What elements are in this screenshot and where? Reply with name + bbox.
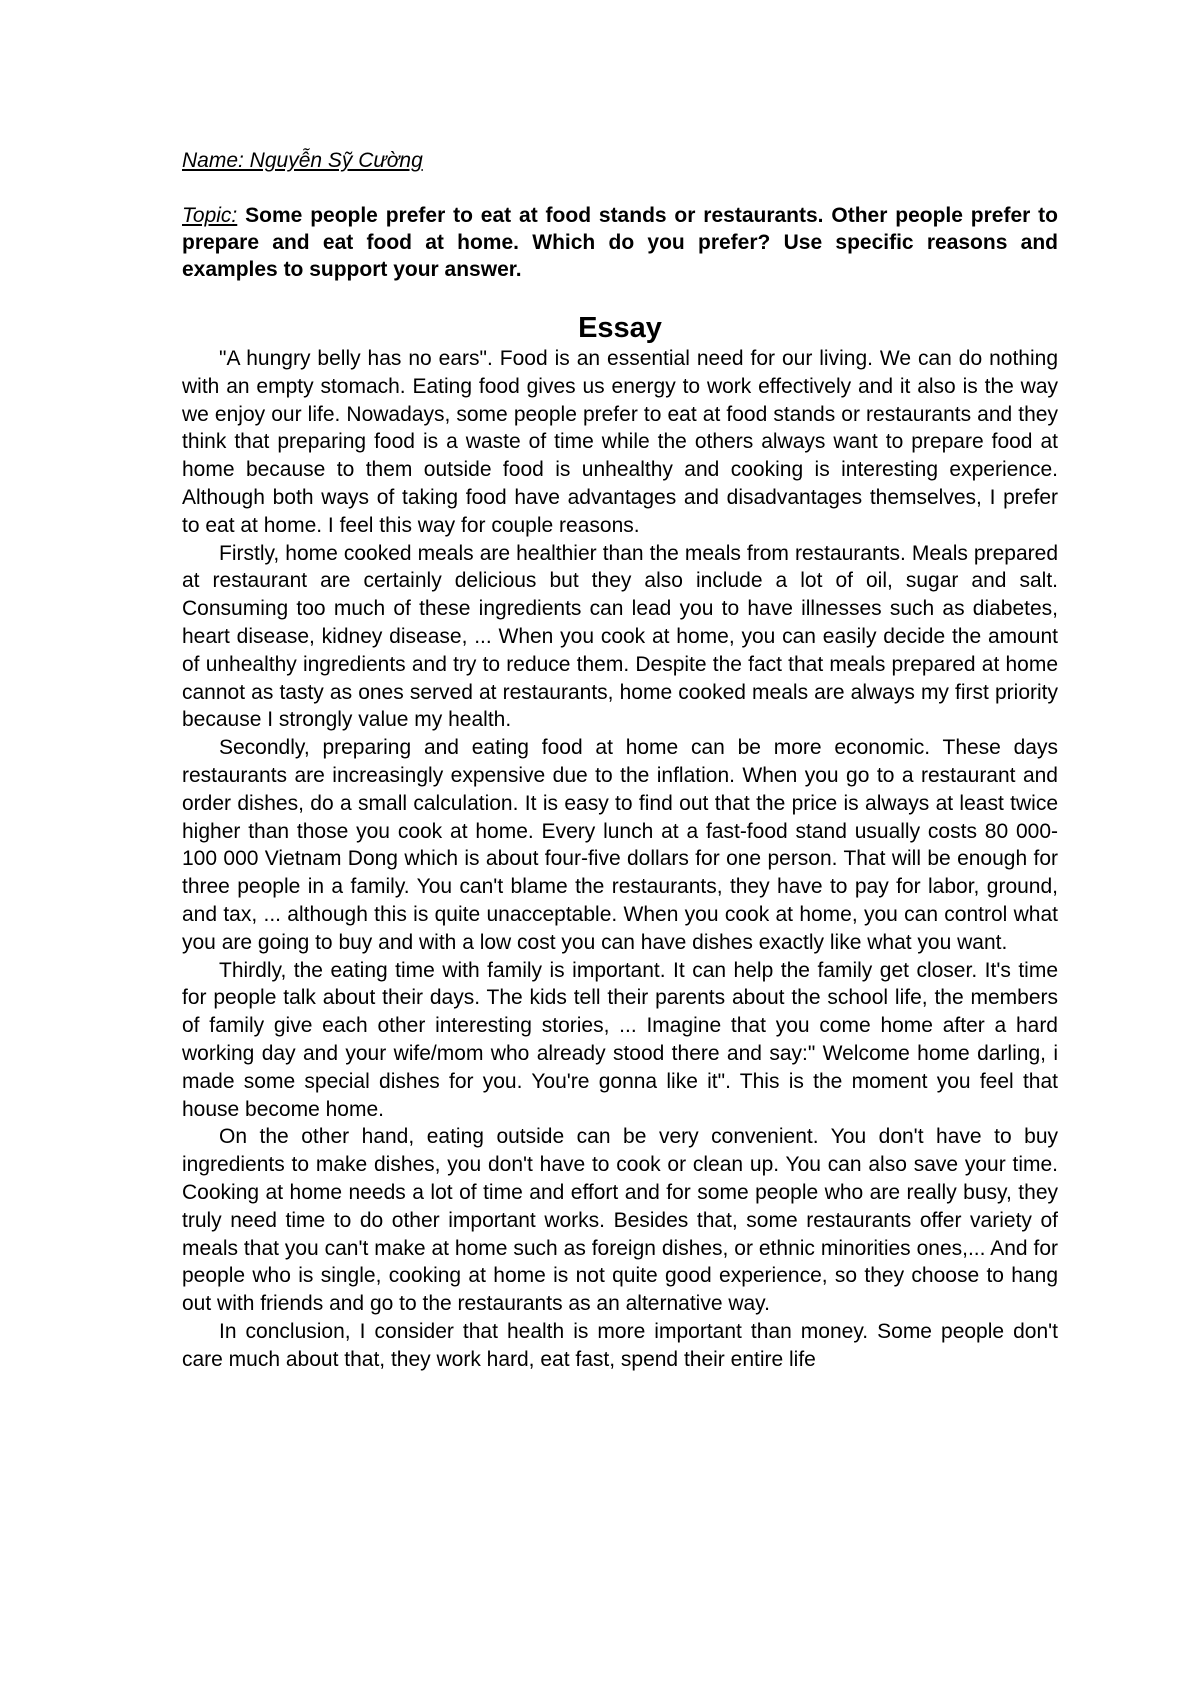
essay-title: Essay [578, 312, 662, 344]
essay-paragraph: Secondly, preparing and eating food at home can be more economic. These days restaurants are increasingly expensive due to the inflation. When you go to a restaurant and order dishes, do a small calculation. It is easy to find out that the price is always at least twice higher than those you cook at home. Every lunch at a fast-food stand usually costs 80 000-100 000 Vietnam Dong which is about four-five dollars for one person. That will be enough for three people in a family. You can't blame the restaurants, they have to pay for labor, ground, and tax, ... although this is quite unacceptable. When you cook at home, you can control what you are going to buy and with a low cost you can have dishes exactly like what you want. [182, 736, 1058, 954]
essay-paragraph: Firstly, home cooked meals are healthier than the meals from restaurants. Meals prepared at restaurant are certainly delicious but they also include a lot of oil, sugar and salt. Consuming too much of these ingredients can lead you to have illnesses such as diabetes, heart disease, kidney disease, ... When you cook at home, you can easily decide the amount of unhealthy ingredients and try to reduce them. Despite the fact that meals prepared at home cannot as tasty as ones served at restaurants, home cooked meals are always my first priority because I strongly value my health. [182, 541, 1058, 732]
essay-paragraph: "A hungry belly has no ears". Food is an essential need for our living. We can do nothing with an empty stomach. Eating food gives us energy to work effectively and it also is the way we enjoy our life. Nowadays, some people prefer to eat at food stands or restaurants and they think that preparing food is a waste of time while the others always want to prepare food at home because to them outside food is unhealthy and cooking is interesting experience. Although both ways of taking food have advantages and disadvantages themselves, I prefer to eat at home. I feel this way for couple reasons. [182, 347, 1058, 537]
author-name: Name: Nguyễn Sỹ Cường [182, 149, 423, 172]
topic [182, 202, 1058, 283]
essay-paragraph: In conclusion, I consider that health is more important than money. Some people don't care much about that, they work hard, eat fast, spend their entire life [182, 1319, 1058, 1371]
topic-text: Some people prefer to eat at food stands or restaurants. Other people prefer to prepare and eat food at home. Which do you prefer? Use specific reasons and examples to support your answer. [182, 204, 1058, 281]
essay-body [182, 345, 1058, 1373]
document-page [182, 148, 1058, 1373]
essay-paragraph: On the other hand, eating outside can be very convenient. You don't have to buy ingredients to make dishes, you don't have to cook or clean up. You can also save your time. Cooking at home needs a lot of time and effort and for some people who are really busy, they truly need time to do other important works. Besides that, some restaurants offer variety of meals that you can't make at home such as foreign dishes, or ethnic minorities ones,... And for people who is single, cooking at home is not quite good experience, so they choose to hang out with friends and go to the restaurants as an alternative way. [182, 1125, 1058, 1316]
topic-label: Topic: [182, 204, 238, 227]
essay-paragraph: Thirdly, the eating time with family is important. It can help the family get closer. It's time for people talk about their days. The kids tell their parents about the school life, the members of family give each other interesting stories, ... Imagine that you come home after a hard working day and your wife/mom who already stood there and say:" Welcome home darling, i made some special dishes for you. You're gonna like it". This is the moment you feel that house become home. [182, 958, 1058, 1121]
